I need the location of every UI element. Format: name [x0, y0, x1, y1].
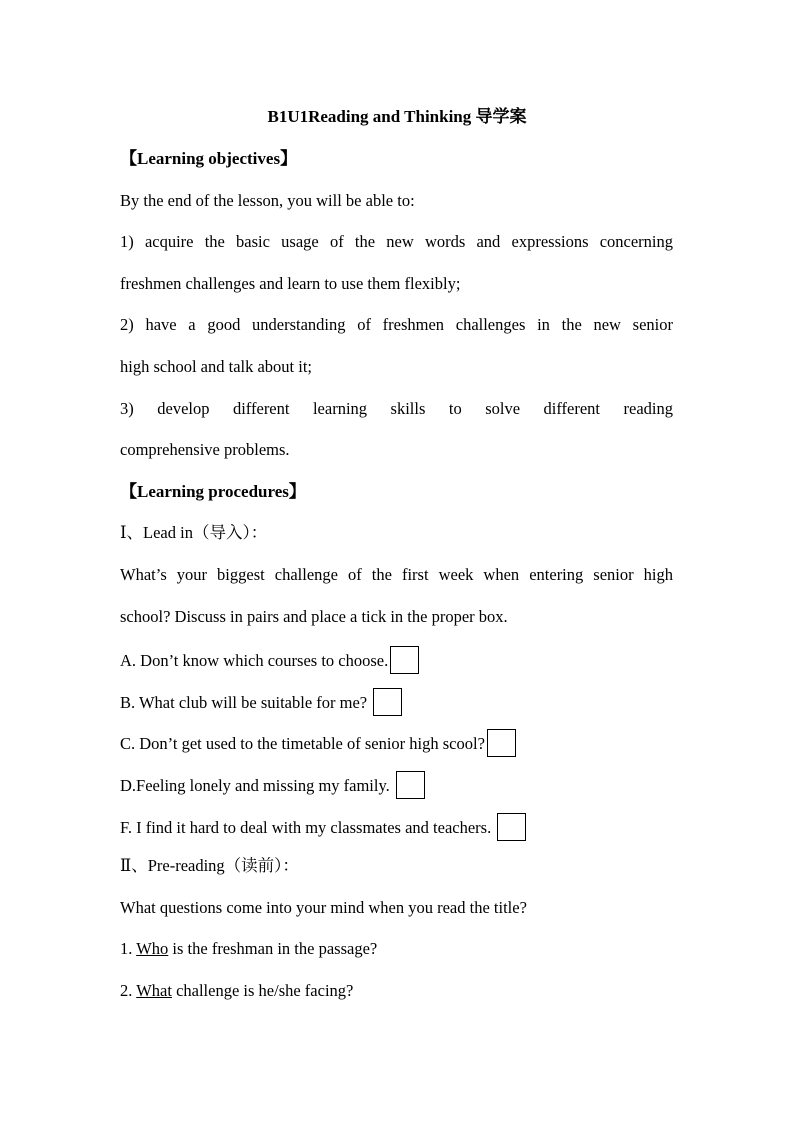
objective-2-line-1: 2) have a good understanding of freshmen challenges in the new senior [120, 315, 673, 334]
option-a [120, 648, 673, 676]
pre-reading-q1 [120, 939, 673, 959]
lead-in-question-line-1: What’s your biggest challenge of the first week when entering senior high [120, 565, 673, 584]
document-title: B1U1Reading and Thinking 导学案 [267, 107, 527, 126]
lead-in-question-line-2: school? Discuss in pairs and place a tick in the proper box. [120, 607, 508, 626]
objective-1-line-1: 1) acquire the basic usage of the new words and expressions concerning [120, 232, 673, 251]
q1-number: 1. [120, 939, 137, 958]
q1-keyword: Who [136, 939, 169, 958]
option-d [120, 773, 673, 801]
option-b-label: B. What club will be suitable for me? [120, 692, 368, 712]
q2-number: 2. [120, 981, 137, 1000]
option-b [120, 690, 673, 718]
option-f-checkbox[interactable] [497, 813, 526, 841]
option-f [120, 815, 673, 843]
objectives-intro: By the end of the lesson, you will be able to: [120, 191, 415, 210]
objective-2-line-2: high school and talk about it; [120, 357, 313, 376]
option-d-checkbox[interactable] [396, 771, 425, 799]
lead-in-heading: Ⅰ、Lead in（导入）： [120, 523, 268, 542]
pre-reading-q2 [120, 981, 673, 1001]
option-d-label: D.Feeling lonely and missing my family. [120, 775, 390, 795]
q2-rest: challenge is he/she facing? [171, 981, 354, 1000]
option-a-label: A. Don’t know which courses to choose. [120, 650, 389, 670]
objective-3-line-1: 3) develop different learning skills to solve different reading [120, 399, 673, 418]
objectives-heading: 【Learning objectives】 [120, 149, 298, 168]
objective-3-line-2: comprehensive problems. [120, 440, 290, 459]
option-b-checkbox[interactable] [373, 688, 402, 716]
pre-reading-question: What questions come into your mind when you read the title? [120, 898, 527, 917]
objective-1-line-2: freshmen challenges and learn to use them flexibly; [120, 274, 461, 293]
option-a-checkbox[interactable] [390, 646, 419, 674]
option-c-label: C. Don’t get used to the timetable of senior high scool? [120, 733, 485, 753]
q1-rest: is the freshman in the passage? [168, 939, 378, 958]
q2-keyword: What [136, 981, 172, 1000]
option-c-checkbox[interactable] [487, 729, 516, 757]
option-c [120, 731, 673, 759]
pre-reading-heading: Ⅱ、Pre-reading（读前）： [120, 856, 299, 875]
option-f-label: F. I find it hard to deal with my classmates and teachers. [120, 817, 492, 837]
procedures-heading: 【Learning procedures】 [120, 482, 306, 501]
